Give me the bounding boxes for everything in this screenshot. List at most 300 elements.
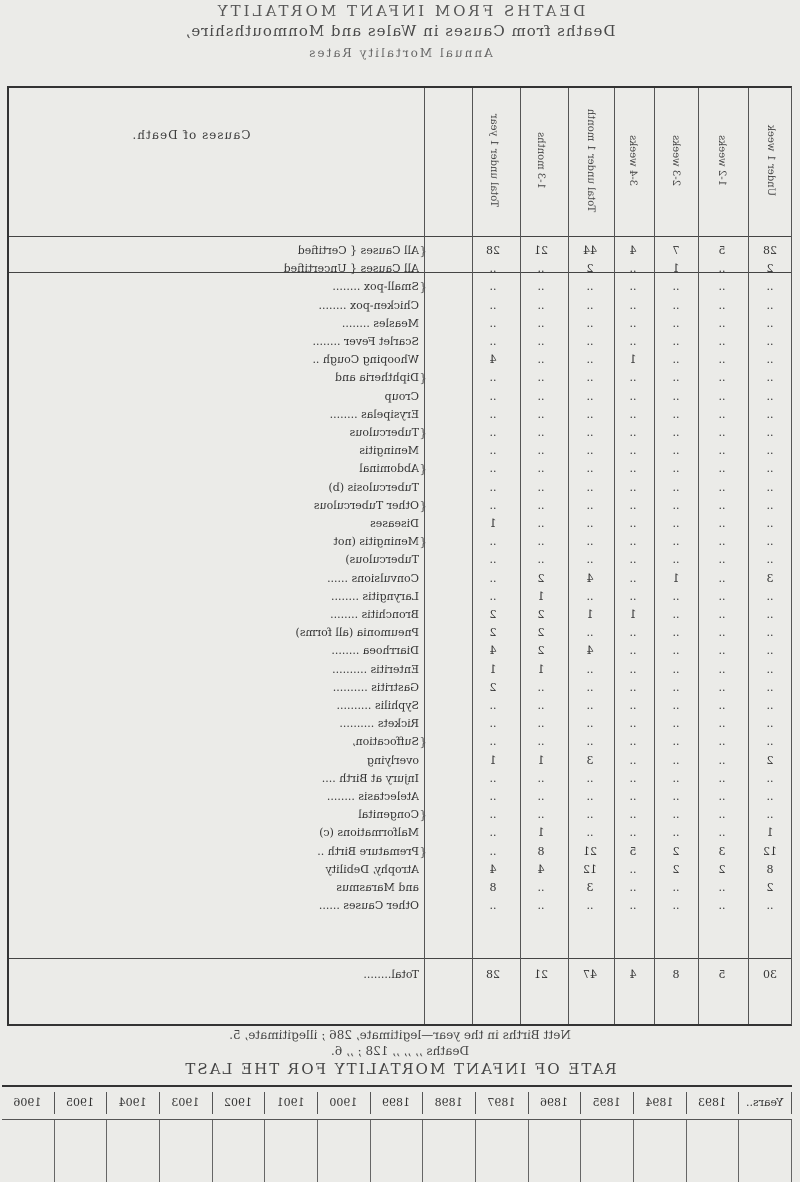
table-cell: 28 [486, 244, 500, 257]
column-header: 1-3 months [535, 131, 547, 189]
brace: { [419, 498, 427, 513]
table-cell: .. [718, 699, 726, 712]
year-header: 1893 [686, 1092, 740, 1114]
table-cell: .. [586, 353, 594, 367]
table-row [9, 499, 791, 517]
table-cell: .. [629, 790, 637, 803]
table-cell: 1 [489, 753, 497, 767]
years-rule [2, 1119, 792, 1120]
table-cell: .. [766, 790, 774, 803]
table-cell: 1 [766, 826, 774, 840]
table-cell: .. [586, 316, 594, 330]
table-cell: .. [718, 517, 726, 530]
table-cell: 2 [489, 680, 497, 694]
table-cell: .. [672, 589, 680, 603]
table-cell: .. [489, 262, 497, 276]
table-cell: 3 [586, 881, 594, 894]
table-cell: .. [629, 699, 637, 712]
table-cell: .. [489, 316, 497, 330]
table-cell: 5 [718, 244, 726, 257]
table-cell: 4 [537, 862, 545, 876]
table-cell: .. [629, 680, 637, 694]
cause-label: Tuberculous) [345, 553, 419, 567]
table-cell: .. [629, 589, 637, 603]
table-cell: 4 [489, 862, 497, 876]
table-cell: .. [489, 553, 497, 567]
table-cell: .. [629, 498, 637, 512]
cause-label: Abdominal [359, 462, 419, 476]
table-cell: .. [766, 553, 774, 567]
table-cell: .. [586, 444, 594, 458]
table-cell: 21 [534, 244, 548, 257]
table-cell: .. [672, 535, 680, 549]
table-rule [9, 958, 791, 959]
cause-label: Whooping Cough .. [312, 353, 419, 367]
year-header: 1902 [212, 1092, 266, 1114]
table-cell: .. [537, 462, 545, 476]
table-cell: .. [766, 498, 774, 512]
column-header: 2-3 weeks [670, 134, 682, 186]
total-cell: 47 [583, 968, 597, 981]
table-row [9, 299, 791, 317]
brace: { [419, 426, 427, 440]
table-cell: .. [586, 498, 594, 512]
table-cell: .. [766, 899, 774, 913]
table-cell: 1 [537, 753, 545, 767]
table-cell: .. [537, 790, 545, 803]
total-cell: 8 [672, 968, 680, 981]
cause-label: Erysipelas ........ [329, 407, 419, 421]
table-cell: .. [672, 753, 680, 767]
table-cell: .. [718, 353, 726, 367]
column-header: Under 1 week [764, 124, 776, 196]
table-cell: .. [718, 589, 726, 603]
table-row [9, 262, 791, 280]
year-header: 1901 [264, 1092, 318, 1114]
table-cell: .. [672, 808, 680, 822]
table-cell: 21 [583, 844, 597, 858]
table-cell: 2 [489, 608, 497, 621]
table-cell: .. [586, 407, 594, 421]
table-row [9, 735, 791, 753]
table-cell: .. [718, 480, 726, 494]
table-cell: .. [537, 444, 545, 458]
table-cell: .. [672, 644, 680, 658]
table-cell: 2 [672, 862, 680, 876]
table-cell: .. [586, 735, 594, 749]
table-cell: .. [718, 680, 726, 694]
table-cell: .. [766, 389, 774, 403]
year-header: 1899 [370, 1092, 424, 1114]
table-cell: .. [489, 480, 497, 494]
table-cell: .. [766, 680, 774, 694]
table-cell: .. [586, 680, 594, 694]
table-cell: .. [586, 808, 594, 822]
table-cell: .. [718, 662, 726, 676]
table-cell: 1 [672, 262, 680, 276]
year-divider [317, 1119, 318, 1182]
table-cell: .. [537, 808, 545, 822]
cause-label: Diarrhoea ........ [331, 644, 419, 658]
table-cell: .. [629, 371, 637, 385]
table-cell: 28 [763, 244, 777, 257]
brace: { [419, 462, 427, 477]
table-cell: 4 [489, 353, 497, 367]
table-cell: .. [586, 462, 594, 476]
cause-label: Meningitis (not [333, 535, 419, 549]
cause-label: Premature Birth .. [317, 844, 419, 858]
cause-label: Other Tuberculous [313, 498, 419, 512]
cause-label: Atelectasis ........ [326, 790, 419, 803]
table-cell: 2 [586, 262, 594, 276]
table-cell: .. [672, 699, 680, 712]
table-cell: .. [537, 498, 545, 512]
total-cell: 5 [718, 968, 726, 981]
table-cell: .. [672, 426, 680, 439]
total-row [9, 968, 791, 986]
table-cell: 1 [586, 608, 594, 621]
cause-label: Suffocation, [352, 735, 419, 749]
table-cell: .. [718, 790, 726, 803]
cause-label: Enteritis .......... [332, 662, 419, 676]
table-cell: .. [489, 389, 497, 403]
table-row [9, 244, 791, 262]
brace: { [419, 371, 427, 386]
table-cell: .. [718, 644, 726, 658]
table-cell: 2 [766, 753, 774, 767]
table-cell: 1 [537, 589, 545, 603]
table-cell: .. [586, 535, 594, 549]
table-cell: .. [629, 662, 637, 676]
table-cell: .. [586, 662, 594, 676]
total-cell: 28 [486, 968, 500, 981]
table-cell: 1 [537, 662, 545, 676]
year-divider [738, 1119, 739, 1182]
table-cell: .. [672, 553, 680, 567]
cause-label: Chicken-pox ........ [318, 298, 419, 312]
table-cell: 2 [766, 881, 774, 894]
table-row [9, 717, 791, 735]
table-cell: .. [766, 353, 774, 367]
table-cell: .. [489, 699, 497, 712]
table-cell: .. [629, 862, 637, 876]
table-cell: .. [629, 335, 637, 348]
table-cell: 7 [672, 244, 680, 257]
table-row [9, 335, 791, 353]
table-cell: .. [489, 498, 497, 512]
table-cell: .. [489, 844, 497, 858]
year-divider [633, 1119, 634, 1182]
page-title: DEATHS FROM INFANT MORTALITY [214, 2, 586, 20]
table-row [9, 845, 791, 863]
table-cell: .. [586, 589, 594, 603]
table-cell: .. [766, 371, 774, 385]
table-cell: 4 [586, 571, 594, 585]
cause-label: Pneumonia (all forms) [295, 626, 419, 640]
cause-label: Scarlet Fever ........ [312, 335, 419, 348]
table-cell: .. [718, 735, 726, 749]
table-cell: .. [766, 407, 774, 421]
table-cell: .. [718, 535, 726, 549]
table-row [9, 699, 791, 717]
table-cell: .. [586, 426, 594, 439]
cause-label: Other Causes ...... [318, 899, 419, 913]
table-cell: .. [672, 662, 680, 676]
table-cell: 1 [672, 571, 680, 585]
table-cell: .. [766, 426, 774, 439]
total-label: Total........ [363, 968, 419, 981]
table-row [9, 408, 791, 426]
table-cell: 2 [672, 844, 680, 858]
table-cell: .. [766, 444, 774, 458]
table-cell: .. [586, 389, 594, 403]
footnote-births: Nett Births in the year—legitimate, 286 ; illegitimate, 5. [229, 1028, 571, 1042]
table-row [9, 772, 791, 790]
total-cell: 21 [534, 968, 548, 981]
table-cell: .. [629, 480, 637, 494]
table-cell: .. [672, 771, 680, 785]
table-cell: .. [537, 680, 545, 694]
table-cell: .. [586, 517, 594, 530]
table-cell: .. [586, 717, 594, 731]
table-cell: .. [718, 335, 726, 348]
table-cell: .. [718, 316, 726, 330]
table-cell: .. [586, 790, 594, 803]
cause-label: Convulsions ...... [327, 571, 419, 585]
table-cell: 2 [766, 262, 774, 276]
footnote-deaths: Deaths ,, ,, ,, 128 ; ,, 6. [330, 1044, 470, 1058]
table-cell: .. [672, 717, 680, 731]
mortality-table [7, 86, 792, 1026]
table-cell: .. [672, 881, 680, 894]
table-cell: .. [489, 808, 497, 822]
table-row [9, 535, 791, 553]
table-cell: .. [672, 444, 680, 458]
table-cell: .. [537, 389, 545, 403]
table-cell: .. [489, 535, 497, 549]
table-row [9, 280, 791, 298]
table-cell: .. [586, 298, 594, 312]
table-cell: .. [672, 335, 680, 348]
table-cell: 2 [537, 644, 545, 658]
table-cell: .. [629, 626, 637, 640]
table-cell: .. [672, 735, 680, 749]
total-cell: 30 [763, 968, 777, 981]
table-cell: .. [766, 480, 774, 494]
table-cell: .. [718, 826, 726, 840]
year-header: Years.. [738, 1092, 792, 1114]
table-cell: 1 [629, 608, 637, 621]
table-cell: .. [537, 316, 545, 330]
table-cell: 3 [586, 753, 594, 767]
table-cell: .. [537, 899, 545, 913]
table-cell: .. [537, 407, 545, 421]
table-cell: .. [629, 535, 637, 549]
table-cell: .. [629, 735, 637, 749]
table-cell: .. [629, 389, 637, 403]
table-row [9, 444, 791, 462]
cause-label: Meningitis [359, 444, 419, 458]
table-cell: .. [766, 589, 774, 603]
cause-label: Croup [384, 389, 419, 403]
table-cell: .. [766, 771, 774, 785]
table-cell: 2 [537, 626, 545, 640]
table-cell: 1 [537, 826, 545, 840]
table-cell: 1 [629, 353, 637, 367]
table-cell: .. [586, 480, 594, 494]
table-row [9, 863, 791, 881]
table-row [9, 590, 791, 608]
table-row [9, 826, 791, 844]
table-cell: .. [718, 771, 726, 785]
table-cell: .. [766, 626, 774, 640]
table-cell: .. [537, 881, 545, 894]
total-cell: 4 [629, 968, 637, 981]
table-cell: .. [672, 389, 680, 403]
year-header: 1897 [475, 1092, 529, 1114]
table-row [9, 626, 791, 644]
table-row [9, 681, 791, 699]
table-cell: .. [629, 298, 637, 312]
table-cell: .. [586, 335, 594, 348]
table-cell: .. [537, 353, 545, 367]
table-row [9, 644, 791, 662]
table-cell: .. [537, 717, 545, 731]
table-cell: .. [629, 644, 637, 658]
year-divider [106, 1119, 107, 1182]
year-header: 1900 [317, 1092, 371, 1114]
cause-label: Atrophy, Debility [325, 862, 419, 876]
table-cell: .. [672, 826, 680, 840]
table-row [9, 899, 791, 917]
table-row [9, 608, 791, 626]
cause-label: Malformations (c) [319, 826, 419, 840]
table-cell: .. [672, 899, 680, 913]
table-cell: .. [489, 899, 497, 913]
table-row [9, 481, 791, 499]
table-cell: .. [766, 316, 774, 330]
cause-label: All Causes { Uncertified [283, 262, 419, 276]
table-cell: .. [586, 371, 594, 385]
table-cell: .. [629, 717, 637, 731]
table-cell: 8 [766, 862, 774, 876]
table-cell: .. [718, 553, 726, 567]
table-cell: .. [766, 535, 774, 549]
brace: { [419, 735, 427, 750]
table-cell: .. [629, 881, 637, 894]
table-cell: .. [672, 462, 680, 476]
table-cell: 1 [489, 517, 497, 530]
table-cell: 44 [583, 244, 597, 257]
table-cell: .. [537, 298, 545, 312]
table-cell: .. [489, 298, 497, 312]
table-cell: .. [718, 426, 726, 439]
table-cell: 4 [489, 644, 497, 658]
table-cell: .. [718, 608, 726, 621]
table-rule [9, 236, 791, 237]
table-cell: 8 [537, 844, 545, 858]
table-cell: .. [766, 335, 774, 348]
table-cell: 2 [537, 608, 545, 621]
table-cell: .. [489, 735, 497, 749]
year-divider [475, 1119, 476, 1182]
page-subtitle-2: Annual Mortality Rates [307, 46, 493, 60]
brace: { [419, 844, 427, 859]
table-cell: .. [672, 407, 680, 421]
year-header: 1898 [422, 1092, 476, 1114]
table-cell: .. [489, 280, 497, 294]
year-header: 1894 [633, 1092, 687, 1114]
year-divider [686, 1119, 687, 1182]
table-cell: .. [718, 280, 726, 294]
column-header: 1-2 weeks [716, 134, 728, 186]
table-cell: .. [672, 371, 680, 385]
table-cell: .. [718, 626, 726, 640]
cause-label: and Marasmus [336, 881, 419, 894]
table-cell: .. [629, 826, 637, 840]
year-divider [370, 1119, 371, 1182]
page-subtitle: Deaths from Causes in Wales and Monmouthshire, [184, 22, 616, 40]
table-cell: .. [586, 826, 594, 840]
table-cell: .. [718, 462, 726, 476]
table-row [9, 572, 791, 590]
table-row [9, 462, 791, 480]
table-cell: .. [766, 662, 774, 676]
table-cell: .. [537, 517, 545, 530]
table-row [9, 808, 791, 826]
table-cell: .. [489, 717, 497, 731]
cause-label: Small-pox ........ [332, 280, 419, 294]
table-cell: .. [718, 371, 726, 385]
table-cell: .. [586, 280, 594, 294]
table-cell: .. [629, 407, 637, 421]
table-row [9, 426, 791, 444]
table-cell: .. [629, 553, 637, 567]
cause-label: Rickets .......... [339, 717, 419, 731]
table-cell: .. [629, 280, 637, 294]
table-cell: .. [586, 899, 594, 913]
table-cell: .. [489, 335, 497, 348]
table-cell: .. [629, 771, 637, 785]
table-cell: 8 [489, 881, 497, 894]
cause-label: All Causes { Certified [297, 244, 419, 257]
table-cell: .. [537, 335, 545, 348]
cause-label: overlying [367, 753, 419, 767]
table-cell: .. [766, 517, 774, 530]
table-cell: .. [766, 735, 774, 749]
table-cell: .. [672, 498, 680, 512]
table-row [9, 663, 791, 681]
table-cell: .. [629, 426, 637, 439]
cause-label: Congenital [358, 808, 419, 822]
table-cell: .. [718, 444, 726, 458]
cause-label: Measles ........ [341, 316, 419, 330]
year-divider [580, 1119, 581, 1182]
cause-label: Syphilis .......... [336, 699, 419, 712]
table-cell: .. [672, 626, 680, 640]
table-cell: .. [537, 426, 545, 439]
table-cell: .. [672, 517, 680, 530]
table-cell: .. [718, 753, 726, 767]
table-cell: .. [586, 553, 594, 567]
table-cell: 4 [629, 244, 637, 257]
table-row [9, 553, 791, 571]
table-cell: .. [537, 699, 545, 712]
table-cell: .. [489, 462, 497, 476]
table-cell: .. [489, 826, 497, 840]
table-cell: .. [629, 517, 637, 530]
table-row [9, 371, 791, 389]
